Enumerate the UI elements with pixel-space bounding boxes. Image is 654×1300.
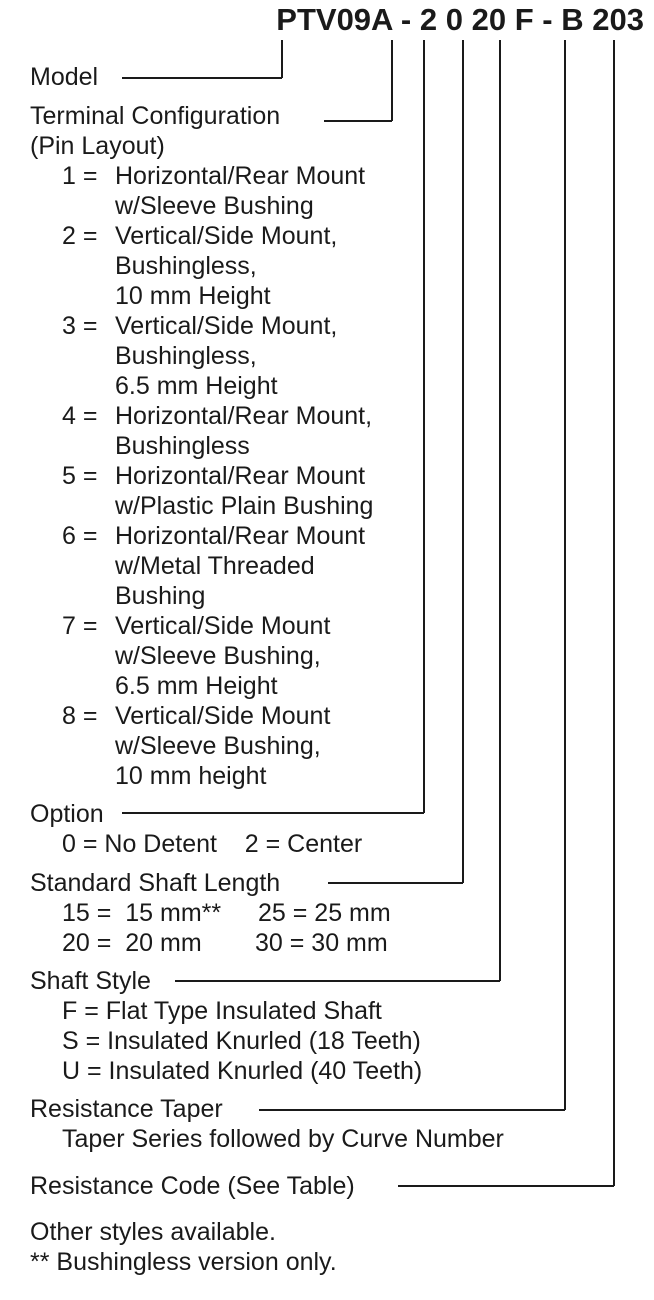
resistance-taper-heading: Resistance Taper bbox=[30, 1095, 223, 1123]
terminal-desc: Bushingless, bbox=[115, 342, 257, 370]
pn-shaft-length: 20 bbox=[471, 2, 507, 37]
pn-dash: - bbox=[542, 2, 553, 37]
terminal-code: 1 = bbox=[62, 162, 98, 190]
terminal-desc: Vertical/Side Mount, bbox=[115, 312, 338, 340]
pn-option: 0 bbox=[445, 2, 463, 37]
terminal-desc: Horizontal/Rear Mount bbox=[115, 462, 366, 490]
terminal-desc: Vertical/Side Mount bbox=[115, 612, 331, 640]
note-text: Other styles available. bbox=[30, 1218, 276, 1246]
shaft-style-heading: Shaft Style bbox=[30, 967, 151, 995]
shaft-length-option: 25 = 25 mm bbox=[258, 899, 391, 927]
terminal-code: 2 = bbox=[62, 222, 98, 250]
shaft-style-item: F = Flat Type Insulated Shaft bbox=[62, 997, 382, 1025]
pn-resistance: 203 bbox=[592, 2, 644, 37]
terminal-desc: 10 mm height bbox=[115, 762, 267, 790]
terminal-desc: Bushing bbox=[115, 582, 206, 610]
terminal-desc: Vertical/Side Mount bbox=[115, 702, 331, 730]
terminal-desc: 6.5 mm Height bbox=[115, 672, 278, 700]
shaft-length-option: 30 = 30 mm bbox=[255, 929, 388, 957]
terminal-desc: Horizontal/Rear Mount, bbox=[115, 402, 373, 430]
pn-base: PTV09A bbox=[276, 2, 393, 37]
shaft-style-item: S = Insulated Knurled (18 Teeth) bbox=[62, 1027, 421, 1055]
terminal-desc: Bushingless bbox=[115, 432, 250, 460]
terminal-desc: w/Sleeve Bushing, bbox=[115, 732, 321, 760]
terminal-desc: 10 mm Height bbox=[115, 282, 271, 310]
shaft-length-heading: Standard Shaft Length bbox=[30, 869, 281, 897]
terminal-desc: Horizontal/Rear Mount bbox=[115, 162, 366, 190]
terminal-desc: w/Sleeve Bushing, bbox=[115, 642, 321, 670]
resistance-code-heading: Resistance Code (See Table) bbox=[30, 1172, 355, 1200]
terminal-code: 5 = bbox=[62, 462, 98, 490]
shaft-length-option: 15 = 15 mm** bbox=[62, 899, 222, 927]
terminal-desc: w/Metal Threaded bbox=[115, 552, 315, 580]
terminal-subheading: (Pin Layout) bbox=[30, 132, 165, 160]
shaft-style-item: U = Insulated Knurled (40 Teeth) bbox=[62, 1057, 423, 1085]
option-values: 0 = No Detent 2 = Center bbox=[62, 830, 363, 858]
terminal-code: 3 = bbox=[62, 312, 98, 340]
option-heading: Option bbox=[30, 800, 104, 828]
terminal-desc: Vertical/Side Mount, bbox=[115, 222, 338, 250]
pn-terminal: 2 bbox=[419, 2, 438, 37]
note-text: ** Bushingless version only. bbox=[30, 1248, 337, 1276]
terminal-code: 7 = bbox=[62, 612, 98, 640]
pn-taper: B bbox=[561, 2, 584, 37]
pn-dash: - bbox=[400, 2, 412, 37]
terminal-desc: w/Sleeve Bushing bbox=[115, 192, 314, 220]
terminal-desc: w/Plastic Plain Bushing bbox=[115, 492, 374, 520]
terminal-code: 6 = bbox=[62, 522, 98, 550]
terminal-desc: 6.5 mm Height bbox=[115, 372, 278, 400]
model-label: Model bbox=[30, 63, 99, 91]
terminal-desc: Bushingless, bbox=[115, 252, 257, 280]
part-number bbox=[276, 2, 644, 38]
terminal-desc: Horizontal/Rear Mount bbox=[115, 522, 366, 550]
terminal-code: 4 = bbox=[62, 402, 98, 430]
terminal-code: 8 = bbox=[62, 702, 98, 730]
terminal-heading: Terminal Configuration bbox=[30, 102, 281, 130]
pn-shaft-style: F bbox=[514, 2, 534, 37]
resistance-taper-desc: Taper Series followed by Curve Number bbox=[62, 1125, 504, 1153]
shaft-length-option: 20 = 20 mm bbox=[62, 929, 202, 957]
